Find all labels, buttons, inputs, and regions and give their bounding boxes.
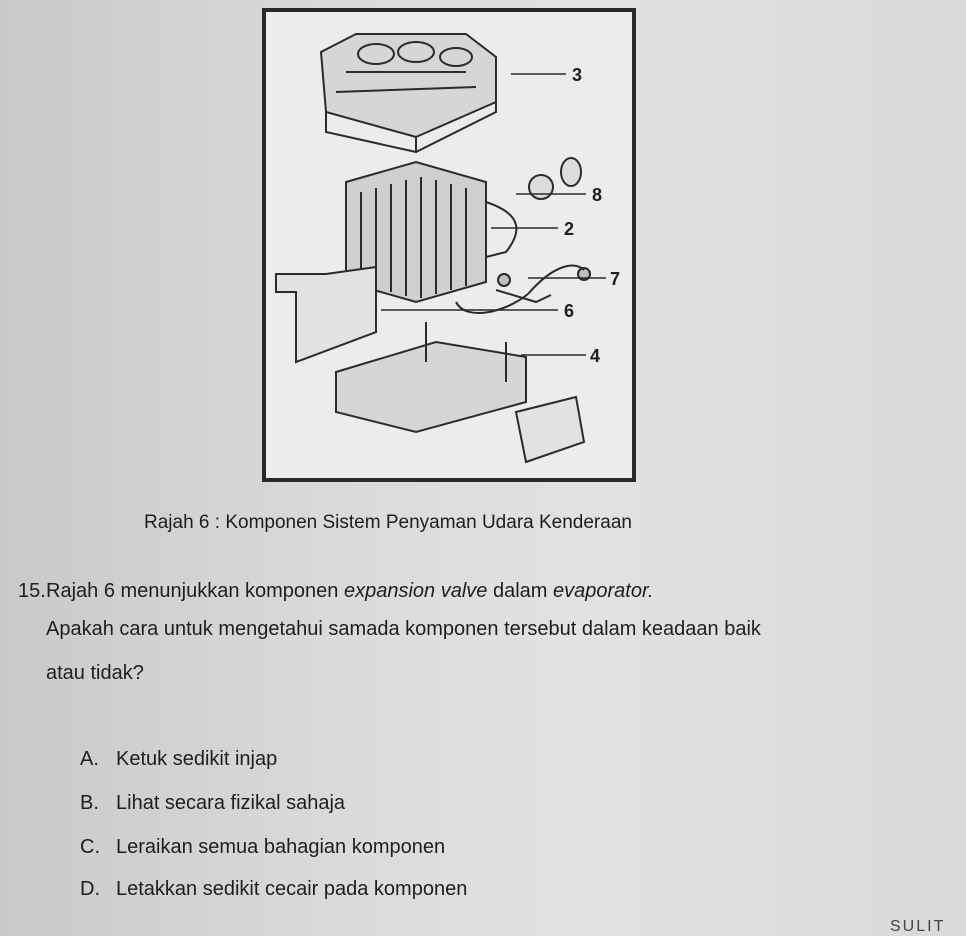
option-d-letter: D.	[80, 878, 100, 900]
question-term-expansion-valve: expansion valve	[343, 580, 488, 602]
ac-components-diagram	[266, 12, 632, 478]
option-a-letter: A.	[80, 748, 99, 770]
upper-case-drawing	[321, 34, 496, 152]
option-b[interactable]	[80, 792, 345, 815]
question-line-2: Apakah cara untuk mengetahui samada komponen tersebut dalam keadaan baik	[46, 618, 761, 640]
label-4: 4	[590, 346, 601, 366]
option-b-text: Lihat secara fizikal sahaja	[116, 792, 346, 814]
figure-caption: Rajah 6 : Komponen Sistem Penyaman Udara Kenderaan	[144, 512, 632, 533]
option-c[interactable]	[80, 836, 445, 859]
option-c-letter: C.	[80, 836, 100, 858]
question-number: 15.	[18, 580, 46, 602]
question-line-1-prefix: Rajah 6 menunjukkan komponen	[46, 580, 344, 602]
evaporator-drawing	[346, 158, 581, 302]
filter-frame-drawing	[516, 397, 584, 462]
option-a-text: Ketuk sedikit injap	[116, 748, 278, 770]
question-line-1	[46, 580, 653, 603]
label-8: 8	[592, 185, 603, 205]
lower-case-drawing	[336, 322, 526, 432]
label-6: 6	[564, 301, 575, 321]
label-3: 3	[572, 65, 583, 85]
diagram-figure	[262, 8, 636, 482]
option-d[interactable]	[80, 878, 467, 901]
left-frame-drawing	[276, 267, 376, 362]
label-2: 2	[564, 219, 575, 239]
question-term-evaporator: evaporator.	[553, 580, 654, 602]
option-c-text: Leraikan semua bahagian komponen	[116, 836, 446, 858]
option-b-letter: B.	[80, 792, 99, 814]
question-line-1-middle: dalam	[487, 580, 553, 602]
label-7: 7	[610, 269, 621, 289]
footer-corner-text: SULIT	[890, 918, 946, 935]
option-d-text: Letakkan sedikit cecair pada komponen	[116, 878, 468, 900]
question-line-3: atau tidak?	[46, 662, 144, 684]
option-a[interactable]	[80, 748, 277, 771]
